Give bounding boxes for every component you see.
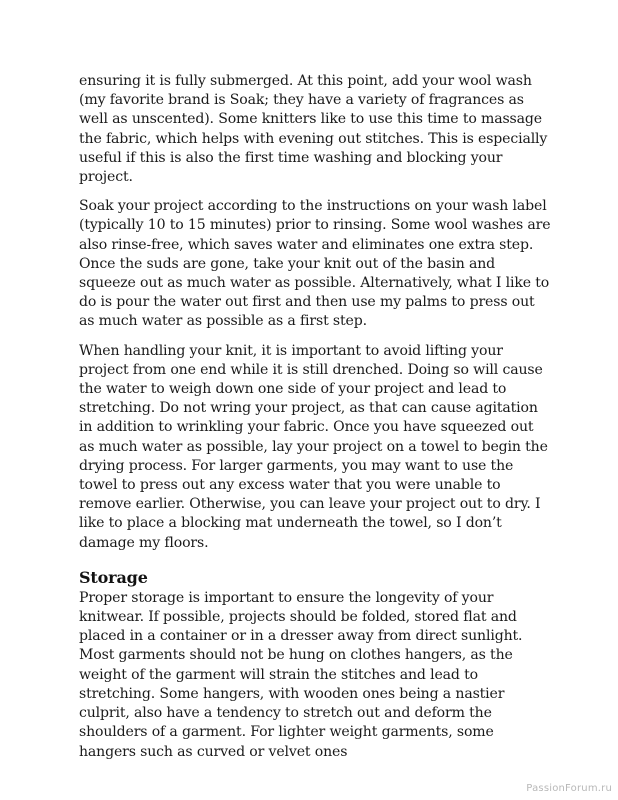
section-heading-storage: Storage — [79, 567, 148, 587]
paragraph-soak-rinse: Soak your project according to the instructions on your wash label (typically 10 to 15 minutes) prior to rinsing. Some wool washes are also rinse-free, which saves water and eliminates one extra step. Once the suds are gone, take your knit out of the basin and squeeze out as much water as possible. Alternatively, what I like to do is pour the water out first and then use my palms to press out as much water as possible as a first step. — [79, 198, 551, 330]
page-body — [79, 72, 553, 772]
watermark-text: PassionForum.ru — [526, 783, 612, 794]
paragraph-handling: When handling your knit, it is important to avoid lifting your project from one end while it is still drenched. Doing so will cause the water to weigh down one side of your project and lead to stretching. Do not wring your project, as that can cause agitation in addition to wrinkling your fabric. Once you have squeezed out as much water as possible, lay your project on a towel to begin the drying process. For larger garments, you may want to use the towel to press out any excess water that you were unable to remove earlier. Otherwise, you can leave your project out to dry. I like to place a blocking mat underneath the towel, so I don’t damage my floors. — [79, 342, 548, 551]
paragraph-storage: Proper storage is important to ensure the longevity of your knitwear. If possible, projects should be folded, stored flat and placed in a container or in a dresser away from direct sunlight. Most garments should not be hung on clothes hangers, as the weight of the garment will strain the stitches and lead to stretching. Some hangers, with wooden ones being a nastier culprit, also have a tendency to stretch out and deform the shoulders of a garment. For lighter weight garments, some hangers such as curved or velvet ones — [79, 589, 523, 760]
paragraph-wool-wash: ensuring it is fully submerged. At this point, add your wool wash (my favorite brand is Soak; they have a variety of fragrances as well as unscented). Some knitters like to use this time to massage the fabric, which helps with evening out stitches. This is especially useful if this is also the first time washing and blocking your project. — [79, 73, 548, 186]
